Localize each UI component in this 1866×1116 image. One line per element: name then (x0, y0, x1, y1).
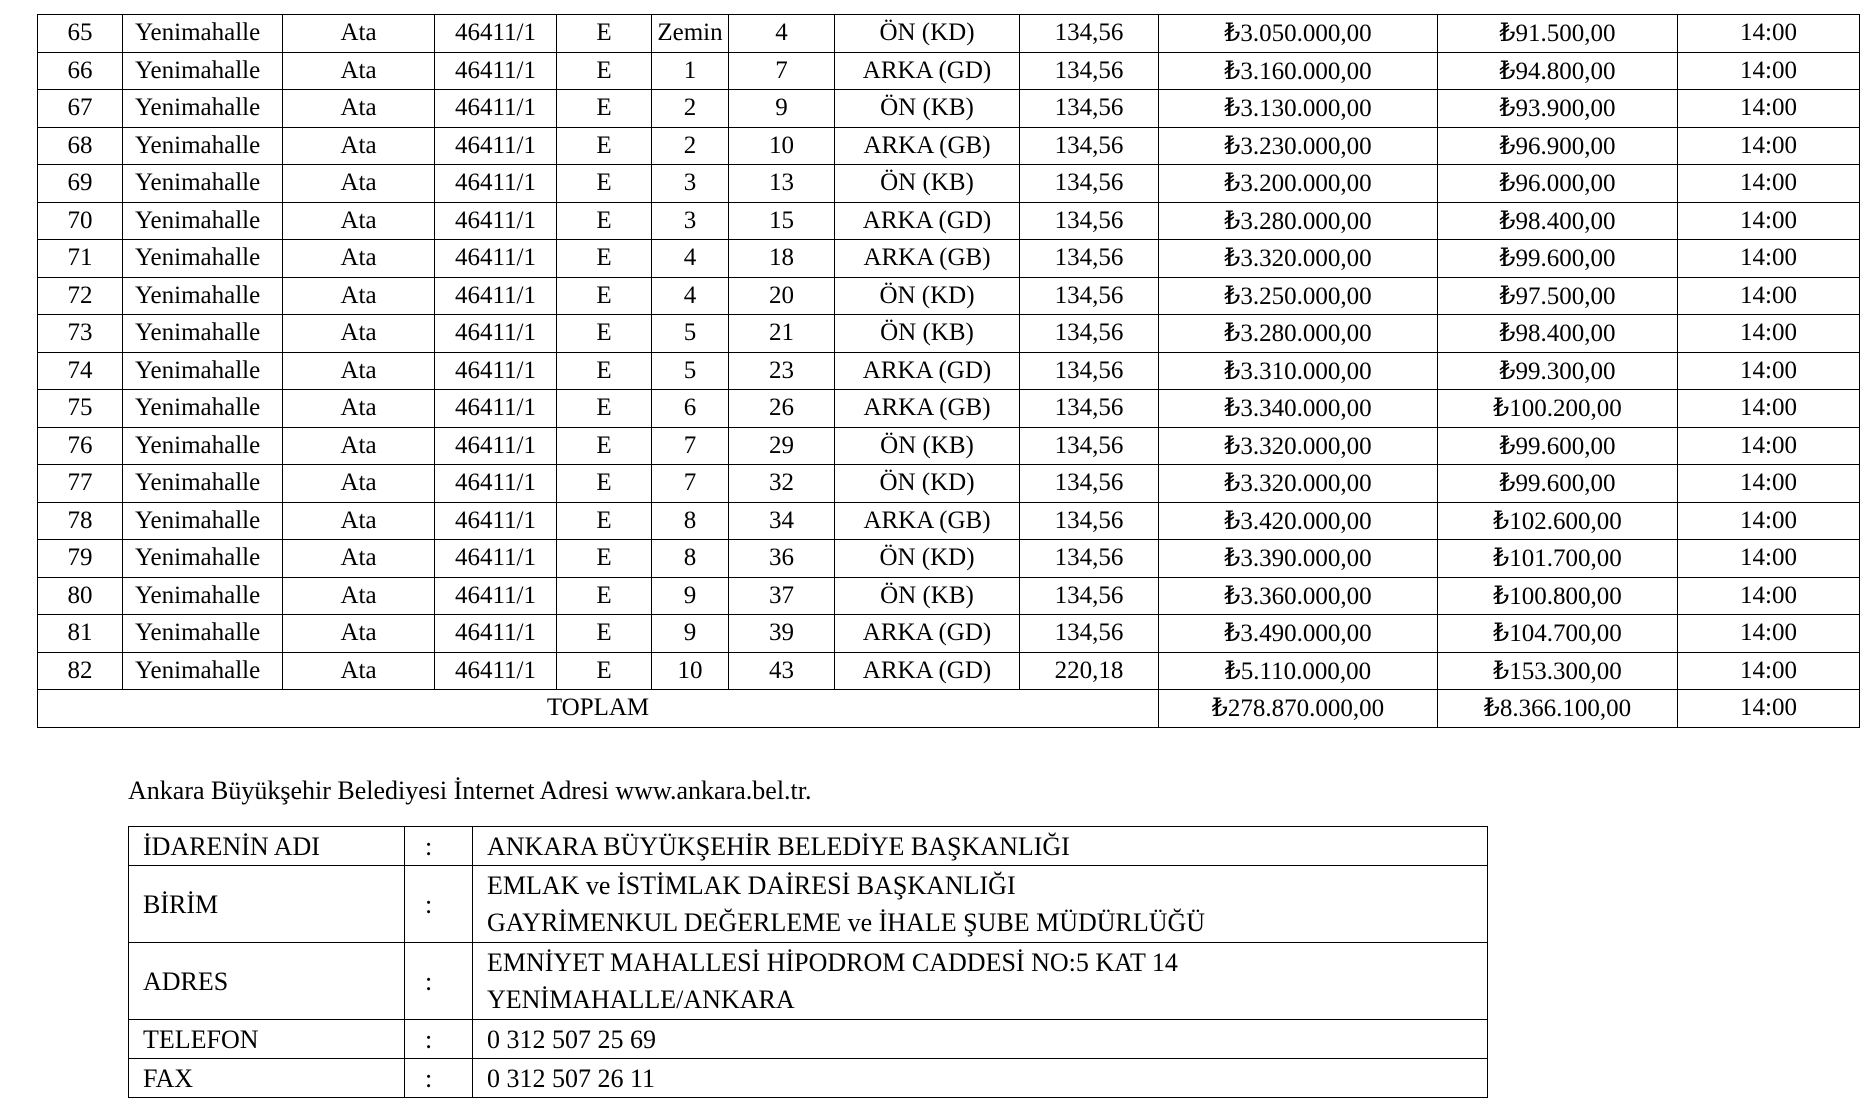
block-cell: E (557, 390, 652, 428)
neighborhood-cell: Ata (283, 90, 435, 128)
parcel-cell: 46411/1 (435, 52, 557, 90)
contact-info-table (128, 826, 1488, 1098)
neighborhood-cell: Ata (283, 127, 435, 165)
facade-cell: ARKA (GD) (835, 352, 1020, 390)
district-cell: Yenimahalle (123, 52, 283, 90)
floor-cell: 3 (652, 165, 729, 203)
unit-cell: 9 (729, 90, 835, 128)
facade-cell: ARKA (GD) (835, 652, 1020, 690)
lot-number-cell: 65 (38, 15, 123, 53)
unit-cell: 20 (729, 277, 835, 315)
fax-row (129, 1059, 1488, 1098)
deposit-cell: ₺99.600,00 (1438, 240, 1678, 278)
deposit-cell: ₺96.000,00 (1438, 165, 1678, 203)
parcel-cell: 46411/1 (435, 502, 557, 540)
lot-number-cell: 67 (38, 90, 123, 128)
floor-cell: 1 (652, 52, 729, 90)
table-row (38, 315, 1860, 353)
parcel-cell: 46411/1 (435, 465, 557, 503)
auction-lots-table (37, 14, 1860, 728)
contact-value (473, 866, 1488, 943)
district-cell: Yenimahalle (123, 202, 283, 240)
floor-cell: 2 (652, 90, 729, 128)
unit-cell: 39 (729, 615, 835, 653)
neighborhood-cell: Ata (283, 315, 435, 353)
block-cell: E (557, 202, 652, 240)
estimated-price-cell: ₺3.130.000,00 (1159, 90, 1438, 128)
table-row (38, 90, 1860, 128)
district-cell: Yenimahalle (123, 577, 283, 615)
parcel-cell: 46411/1 (435, 390, 557, 428)
floor-cell: 5 (652, 352, 729, 390)
floor-cell: 9 (652, 577, 729, 615)
parcel-cell: 46411/1 (435, 577, 557, 615)
floor-cell: 7 (652, 465, 729, 503)
facade-cell: ÖN (KD) (835, 540, 1020, 578)
estimated-price-cell: ₺3.420.000,00 (1159, 502, 1438, 540)
unit-cell: 7 (729, 52, 835, 90)
auction-time-cell: 14:00 (1678, 352, 1860, 390)
facade-cell: ÖN (KB) (835, 315, 1020, 353)
area-cell: 134,56 (1020, 502, 1159, 540)
lot-number-cell: 74 (38, 352, 123, 390)
contact-value-line: ANKARA BÜYÜKŞEHİR BELEDİYE BAŞKANLIĞI (487, 831, 1070, 861)
neighborhood-cell: Ata (283, 540, 435, 578)
unit-cell: 10 (729, 127, 835, 165)
estimated-price-cell: ₺3.050.000,00 (1159, 15, 1438, 53)
auction-time-cell: 14:00 (1678, 502, 1860, 540)
total-estimated-price: ₺278.870.000,00 (1159, 690, 1438, 728)
block-cell: E (557, 165, 652, 203)
auction-time-cell: 14:00 (1678, 465, 1860, 503)
area-cell: 134,56 (1020, 615, 1159, 653)
area-cell: 134,56 (1020, 127, 1159, 165)
facade-cell: ÖN (KB) (835, 90, 1020, 128)
total-time: 14:00 (1678, 690, 1860, 728)
lot-number-cell: 68 (38, 127, 123, 165)
district-cell: Yenimahalle (123, 15, 283, 53)
website-note: Ankara Büyükşehir Belediyesi İnternet Adresi www.ankara.bel.tr. (128, 776, 812, 805)
table-row (38, 652, 1860, 690)
estimated-price-cell: ₺3.490.000,00 (1159, 615, 1438, 653)
contact-value-line: EMLAK ve İSTİMLAK DAİRESİ BAŞKANLIĞI (487, 871, 1016, 900)
facade-cell: ÖN (KB) (835, 427, 1020, 465)
parcel-cell: 46411/1 (435, 15, 557, 53)
area-cell: 134,56 (1020, 15, 1159, 53)
estimated-price-cell: ₺3.160.000,00 (1159, 52, 1438, 90)
floor-cell: 9 (652, 615, 729, 653)
estimated-price-cell: ₺3.250.000,00 (1159, 277, 1438, 315)
neighborhood-cell: Ata (283, 390, 435, 428)
area-cell: 134,56 (1020, 540, 1159, 578)
contact-separator: : (405, 827, 473, 866)
block-cell: E (557, 615, 652, 653)
facade-cell: ÖN (KB) (835, 165, 1020, 203)
block-cell: E (557, 502, 652, 540)
block-cell: E (557, 652, 652, 690)
auction-time-cell: 14:00 (1678, 277, 1860, 315)
lot-number-cell: 80 (38, 577, 123, 615)
facade-cell: ÖN (KD) (835, 277, 1020, 315)
deposit-cell: ₺101.700,00 (1438, 540, 1678, 578)
area-cell: 134,56 (1020, 352, 1159, 390)
unit-cell: 32 (729, 465, 835, 503)
deposit-cell: ₺97.500,00 (1438, 277, 1678, 315)
neighborhood-cell: Ata (283, 465, 435, 503)
auction-time-cell: 14:00 (1678, 577, 1860, 615)
lot-number-cell: 73 (38, 315, 123, 353)
auction-time-cell: 14:00 (1678, 540, 1860, 578)
floor-cell: 3 (652, 202, 729, 240)
auction-time-cell: 14:00 (1678, 127, 1860, 165)
area-cell: 134,56 (1020, 240, 1159, 278)
parcel-cell: 46411/1 (435, 615, 557, 653)
neighborhood-cell: Ata (283, 52, 435, 90)
phone-row (129, 1020, 1488, 1059)
district-cell: Yenimahalle (123, 240, 283, 278)
table-row (38, 390, 1860, 428)
block-cell: E (557, 352, 652, 390)
unit-cell: 13 (729, 165, 835, 203)
contact-label: FAX (129, 1059, 405, 1098)
contact-label: TELEFON (129, 1020, 405, 1059)
unit-cell: 34 (729, 502, 835, 540)
deposit-cell: ₺94.800,00 (1438, 52, 1678, 90)
contact-value-line: YENİMAHALLE/ANKARA (487, 985, 795, 1014)
block-cell: E (557, 240, 652, 278)
district-cell: Yenimahalle (123, 615, 283, 653)
deposit-cell: ₺93.900,00 (1438, 90, 1678, 128)
table-row (38, 577, 1860, 615)
parcel-cell: 46411/1 (435, 315, 557, 353)
district-cell: Yenimahalle (123, 652, 283, 690)
contact-separator: : (405, 866, 473, 943)
auction-time-cell: 14:00 (1678, 165, 1860, 203)
unit-cell: 26 (729, 390, 835, 428)
contact-separator: : (405, 943, 473, 1020)
table-row (38, 15, 1860, 53)
floor-cell: 8 (652, 502, 729, 540)
parcel-cell: 46411/1 (435, 202, 557, 240)
contact-value (473, 1059, 1488, 1098)
block-cell: E (557, 315, 652, 353)
district-cell: Yenimahalle (123, 540, 283, 578)
floor-cell: 10 (652, 652, 729, 690)
neighborhood-cell: Ata (283, 652, 435, 690)
total-deposit: ₺8.366.100,00 (1438, 690, 1678, 728)
deposit-cell: ₺104.700,00 (1438, 615, 1678, 653)
floor-cell: 6 (652, 390, 729, 428)
auction-time-cell: 14:00 (1678, 52, 1860, 90)
area-cell: 134,56 (1020, 315, 1159, 353)
contact-value (473, 1020, 1488, 1059)
total-label: TOPLAM (38, 690, 1159, 728)
area-cell: 134,56 (1020, 277, 1159, 315)
district-cell: Yenimahalle (123, 127, 283, 165)
lot-number-cell: 81 (38, 615, 123, 653)
neighborhood-cell: Ata (283, 277, 435, 315)
district-cell: Yenimahalle (123, 90, 283, 128)
facade-cell: ÖN (KD) (835, 465, 1020, 503)
district-cell: Yenimahalle (123, 277, 283, 315)
block-cell: E (557, 127, 652, 165)
table-row (38, 165, 1860, 203)
area-cell: 134,56 (1020, 577, 1159, 615)
floor-cell: 4 (652, 277, 729, 315)
contact-info-body (129, 827, 1488, 1098)
deposit-cell: ₺99.300,00 (1438, 352, 1678, 390)
deposit-cell: ₺96.900,00 (1438, 127, 1678, 165)
floor-cell: 5 (652, 315, 729, 353)
lot-number-cell: 69 (38, 165, 123, 203)
total-row (38, 690, 1860, 728)
block-cell: E (557, 465, 652, 503)
table-row (38, 52, 1860, 90)
deposit-cell: ₺153.300,00 (1438, 652, 1678, 690)
district-cell: Yenimahalle (123, 427, 283, 465)
lot-number-cell: 76 (38, 427, 123, 465)
floor-cell: 8 (652, 540, 729, 578)
lot-number-cell: 82 (38, 652, 123, 690)
parcel-cell: 46411/1 (435, 427, 557, 465)
parcel-cell: 46411/1 (435, 165, 557, 203)
parcel-cell: 46411/1 (435, 652, 557, 690)
neighborhood-cell: Ata (283, 165, 435, 203)
deposit-cell: ₺102.600,00 (1438, 502, 1678, 540)
auction-time-cell: 14:00 (1678, 615, 1860, 653)
deposit-cell: ₺100.800,00 (1438, 577, 1678, 615)
neighborhood-cell: Ata (283, 240, 435, 278)
block-cell: E (557, 540, 652, 578)
contact-value (473, 943, 1488, 1020)
block-cell: E (557, 90, 652, 128)
facade-cell: ARKA (GB) (835, 127, 1020, 165)
estimated-price-cell: ₺3.280.000,00 (1159, 202, 1438, 240)
lot-number-cell: 75 (38, 390, 123, 428)
auction-time-cell: 14:00 (1678, 15, 1860, 53)
block-cell: E (557, 577, 652, 615)
deposit-cell: ₺91.500,00 (1438, 15, 1678, 53)
area-cell: 134,56 (1020, 90, 1159, 128)
table-row (38, 202, 1860, 240)
unit-cell: 37 (729, 577, 835, 615)
parcel-cell: 46411/1 (435, 352, 557, 390)
neighborhood-cell: Ata (283, 202, 435, 240)
table-row (38, 240, 1860, 278)
auction-time-cell: 14:00 (1678, 427, 1860, 465)
contact-separator: : (405, 1059, 473, 1098)
unit-row (129, 866, 1488, 943)
contact-label: ADRES (129, 943, 405, 1020)
parcel-cell: 46411/1 (435, 90, 557, 128)
contact-value-line: EMNİYET MAHALLESİ HİPODROM CADDESİ NO:5 KAT 14 (487, 948, 1178, 977)
lot-number-cell: 79 (38, 540, 123, 578)
auction-time-cell: 14:00 (1678, 90, 1860, 128)
unit-cell: 23 (729, 352, 835, 390)
table-row (38, 352, 1860, 390)
district-cell: Yenimahalle (123, 390, 283, 428)
estimated-price-cell: ₺3.310.000,00 (1159, 352, 1438, 390)
neighborhood-cell: Ata (283, 352, 435, 390)
area-cell: 134,56 (1020, 202, 1159, 240)
neighborhood-cell: Ata (283, 15, 435, 53)
lot-number-cell: 66 (38, 52, 123, 90)
facade-cell: ARKA (GB) (835, 502, 1020, 540)
institution-name-row (129, 827, 1488, 866)
parcel-cell: 46411/1 (435, 540, 557, 578)
parcel-cell: 46411/1 (435, 240, 557, 278)
table-row (38, 502, 1860, 540)
district-cell: Yenimahalle (123, 165, 283, 203)
block-cell: E (557, 427, 652, 465)
contact-value-line: 0 312 507 26 11 (487, 1063, 656, 1093)
auction-time-cell: 14:00 (1678, 390, 1860, 428)
floor-cell: 4 (652, 240, 729, 278)
estimated-price-cell: ₺3.230.000,00 (1159, 127, 1438, 165)
table-row (38, 427, 1860, 465)
estimated-price-cell: ₺3.320.000,00 (1159, 427, 1438, 465)
unit-cell: 43 (729, 652, 835, 690)
district-cell: Yenimahalle (123, 502, 283, 540)
deposit-cell: ₺99.600,00 (1438, 427, 1678, 465)
unit-cell: 29 (729, 427, 835, 465)
auction-time-cell: 14:00 (1678, 315, 1860, 353)
address-row (129, 943, 1488, 1020)
floor-cell: 2 (652, 127, 729, 165)
table-row (38, 465, 1860, 503)
deposit-cell: ₺100.200,00 (1438, 390, 1678, 428)
facade-cell: ARKA (GB) (835, 390, 1020, 428)
estimated-price-cell: ₺3.320.000,00 (1159, 465, 1438, 503)
estimated-price-cell: ₺3.360.000,00 (1159, 577, 1438, 615)
lot-number-cell: 70 (38, 202, 123, 240)
neighborhood-cell: Ata (283, 577, 435, 615)
lot-number-cell: 71 (38, 240, 123, 278)
unit-cell: 15 (729, 202, 835, 240)
unit-cell: 4 (729, 15, 835, 53)
block-cell: E (557, 15, 652, 53)
block-cell: E (557, 52, 652, 90)
estimated-price-cell: ₺5.110.000,00 (1159, 652, 1438, 690)
area-cell: 134,56 (1020, 52, 1159, 90)
estimated-price-cell: ₺3.390.000,00 (1159, 540, 1438, 578)
auction-time-cell: 14:00 (1678, 240, 1860, 278)
estimated-price-cell: ₺3.200.000,00 (1159, 165, 1438, 203)
deposit-cell: ₺99.600,00 (1438, 465, 1678, 503)
contact-value (473, 827, 1488, 866)
area-cell: 134,56 (1020, 427, 1159, 465)
table-row (38, 127, 1860, 165)
estimated-price-cell: ₺3.320.000,00 (1159, 240, 1438, 278)
parcel-cell: 46411/1 (435, 127, 557, 165)
table-row (38, 615, 1860, 653)
district-cell: Yenimahalle (123, 465, 283, 503)
estimated-price-cell: ₺3.280.000,00 (1159, 315, 1438, 353)
contact-separator: : (405, 1020, 473, 1059)
block-cell: E (557, 277, 652, 315)
neighborhood-cell: Ata (283, 502, 435, 540)
neighborhood-cell: Ata (283, 615, 435, 653)
lot-number-cell: 72 (38, 277, 123, 315)
lot-number-cell: 78 (38, 502, 123, 540)
unit-cell: 36 (729, 540, 835, 578)
facade-cell: ÖN (KB) (835, 577, 1020, 615)
estimated-price-cell: ₺3.340.000,00 (1159, 390, 1438, 428)
parcel-cell: 46411/1 (435, 277, 557, 315)
auction-time-cell: 14:00 (1678, 652, 1860, 690)
floor-cell: 7 (652, 427, 729, 465)
contact-label: BİRİM (129, 866, 405, 943)
table-row (38, 277, 1860, 315)
deposit-cell: ₺98.400,00 (1438, 202, 1678, 240)
lot-number-cell: 77 (38, 465, 123, 503)
unit-cell: 18 (729, 240, 835, 278)
unit-cell: 21 (729, 315, 835, 353)
contact-value-line: 0 312 507 25 69 (487, 1024, 656, 1054)
facade-cell: ARKA (GD) (835, 615, 1020, 653)
neighborhood-cell: Ata (283, 427, 435, 465)
facade-cell: ARKA (GD) (835, 52, 1020, 90)
auction-time-cell: 14:00 (1678, 202, 1860, 240)
table-row (38, 540, 1860, 578)
contact-label: İDARENİN ADI (129, 827, 405, 866)
deposit-cell: ₺98.400,00 (1438, 315, 1678, 353)
facade-cell: ARKA (GD) (835, 202, 1020, 240)
area-cell: 134,56 (1020, 165, 1159, 203)
contact-value-line: GAYRİMENKUL DEĞERLEME ve İHALE ŞUBE MÜDÜRLÜĞÜ (487, 908, 1206, 937)
lots-table-body (38, 15, 1860, 690)
floor-cell: Zemin (652, 15, 729, 53)
facade-cell: ARKA (GB) (835, 240, 1020, 278)
area-cell: 134,56 (1020, 390, 1159, 428)
district-cell: Yenimahalle (123, 315, 283, 353)
area-cell: 134,56 (1020, 465, 1159, 503)
district-cell: Yenimahalle (123, 352, 283, 390)
area-cell: 220,18 (1020, 652, 1159, 690)
facade-cell: ÖN (KD) (835, 15, 1020, 53)
